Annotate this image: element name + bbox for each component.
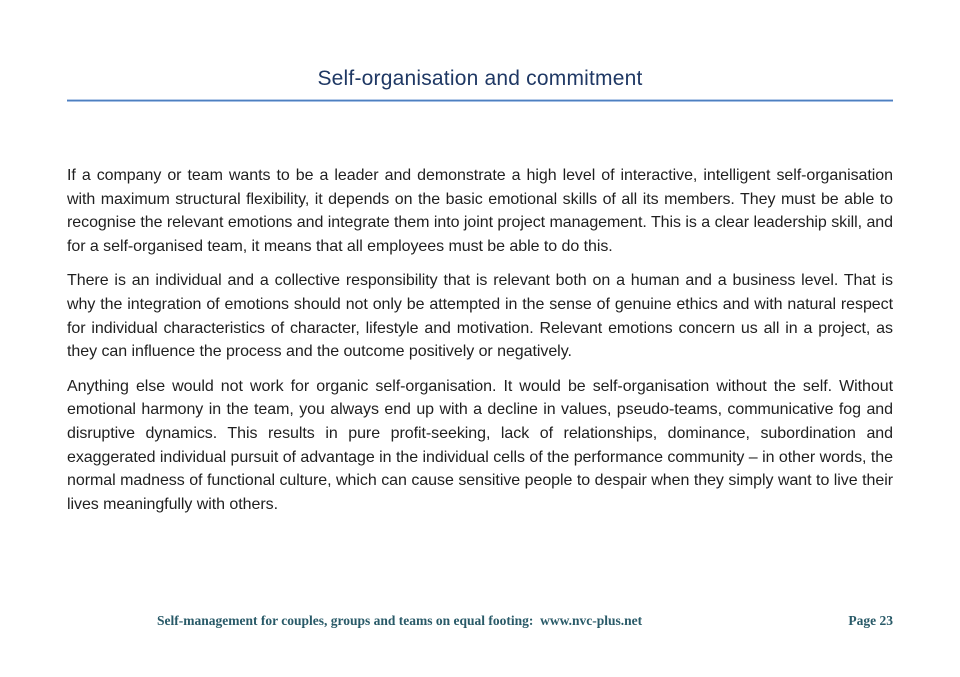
paragraph-1: If a company or team wants to be a leader and demonstrate a high level of interactive, intelligent self-organisation with maximum structural flexibility, it depends on the basic emotional skills of all its members. They must be able to recognise the relevant emotions and integrate them into joint project management. This is a clear leadership skill, and for a self-organised team, it means that all employees must be able to do this. <box>67 167 893 255</box>
page-title: Self-organisation and commitment <box>317 67 643 90</box>
title-underline-rule <box>67 99 893 102</box>
page-number: Page 23 <box>848 613 893 628</box>
paragraph-2: There is an individual and a collective responsibility that is relevant both on a human and a business level. That is why the integration of emotions should not only be attempted in the sense of genuine ethics and with natural respect for individual characteristics of character, lifestyle and motivation. Relevant emotions concern us all in a project, as they can influence the process and the outcome positively or negatively. <box>67 272 893 361</box>
page-footer <box>67 613 893 629</box>
footer-text: Self-management for couples, groups and teams on equal footing: www.nvc-plus.net <box>157 613 643 628</box>
paragraph-3: Anything else would not work for organic self-organisation. It would be self-organisation without the self. Without emotional harmony in the team, you always end up with a decline in values, pseudo-teams, communicative fog and disruptive dynamics. This results in pure profit-seeking, lack of relationships, dominance, subordination and exaggerated individual pursuit of advantage in the individual cells of the performance community – in other words, the normal madness of functional culture, which can cause sensitive people to despair when they simply want to live their lives meaningfully with others. <box>67 377 893 513</box>
page-header <box>0 0 960 102</box>
body-text-block <box>0 164 960 516</box>
